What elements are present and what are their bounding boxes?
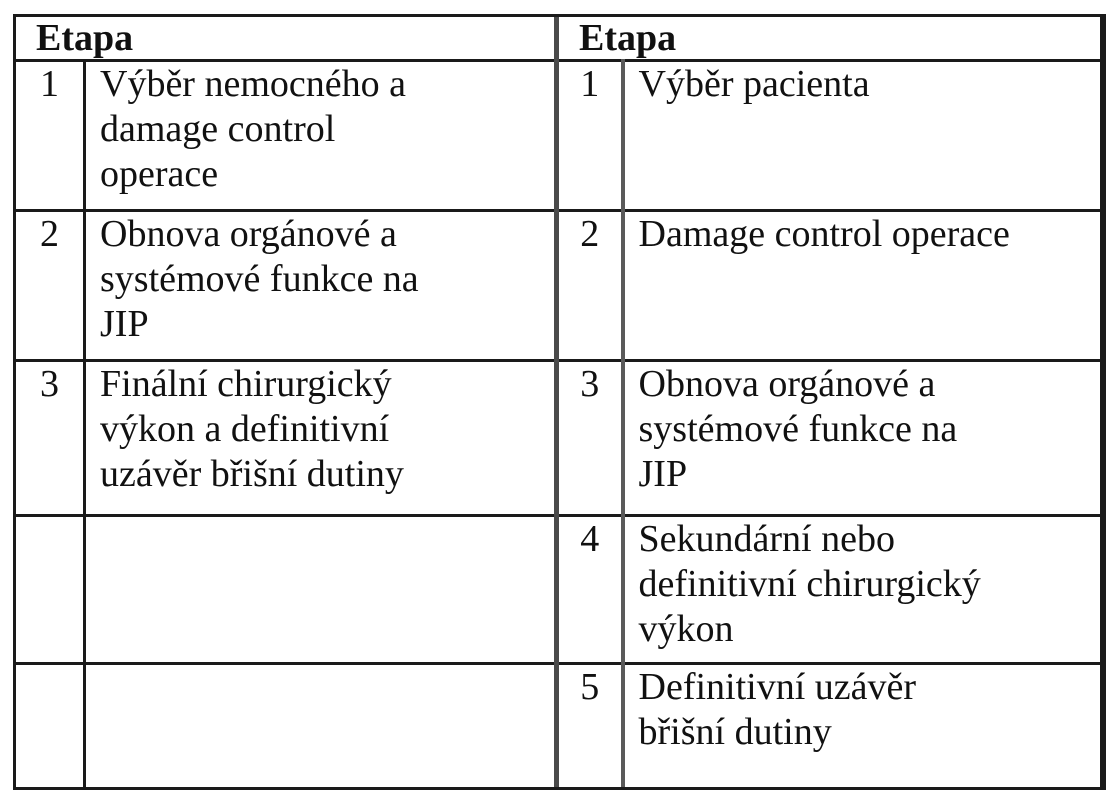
left-stage-text: Obnova orgánové a systémové funkce na JIP: [100, 213, 419, 345]
right-stage-text: Definitivní uzávěr břišní dutiny: [638, 666, 917, 753]
right-header-cell: Etapa: [557, 16, 1105, 61]
right-stage-text: Sekundární nebo definitivní chirurgický výkon: [638, 518, 981, 650]
right-stage-text: Obnova orgánové a systémové funkce na JIP: [638, 363, 958, 495]
right-stage-text: Damage control operace: [638, 213, 1010, 255]
right-stage-text: Výběr pacienta: [638, 63, 870, 105]
right-stage-number: 1: [557, 61, 623, 211]
right-stage-number: 2: [557, 211, 623, 361]
left-stage-number: 1: [15, 61, 85, 211]
right-stage-number: 4: [557, 516, 623, 664]
left-stage-text: Výběr nemocného a damage control operace: [100, 63, 406, 195]
cropped-title-fragment: [0, 0, 1114, 4]
left-header-cell: Etapa: [15, 16, 557, 61]
table-outer-frame: [13, 14, 1103, 790]
left-stage-number: 3: [15, 361, 85, 516]
right-stage-number: 5: [557, 664, 623, 789]
left-stage-text: Finální chirurgický výkon a definitivní uzávěr břišní dutiny: [100, 363, 404, 495]
right-stage-number: 3: [557, 361, 623, 516]
cropped-title-glyphs: [0, 0, 1114, 4]
left-stage-number: 2: [15, 211, 85, 361]
